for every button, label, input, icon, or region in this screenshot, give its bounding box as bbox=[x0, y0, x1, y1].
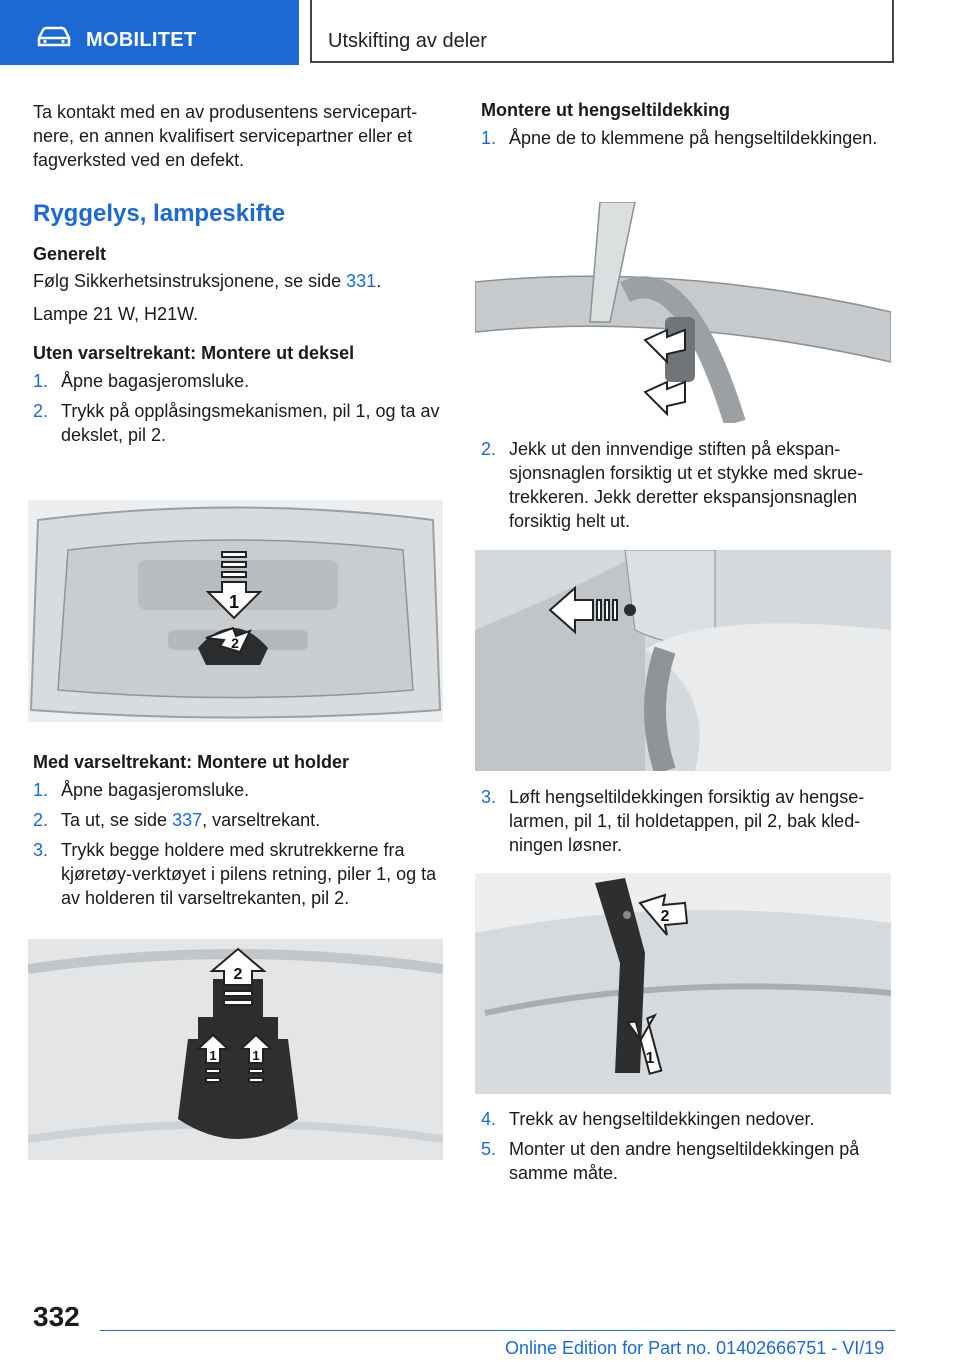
step-text: Åpne de to klemmene på hengseltildekkingen. bbox=[509, 128, 878, 148]
step-text: Åpne bagasjeromsluke. bbox=[61, 371, 250, 391]
step-text: , varseltrekant. bbox=[202, 810, 321, 830]
list-item bbox=[33, 778, 443, 802]
list-item bbox=[481, 1137, 891, 1185]
list-item bbox=[33, 399, 443, 447]
step-text: Trekk av hengseltildekkingen nedover. bbox=[509, 1109, 815, 1129]
figure-triangle-holder bbox=[28, 939, 443, 1160]
general-heading: Generelt bbox=[33, 244, 107, 264]
step-number: 2. bbox=[33, 810, 49, 830]
arrow-label-2: 2 bbox=[233, 966, 243, 983]
step-text: Trykk på opplåsingsmekanismen, pil 1, og ta av dekslet, pil 2. bbox=[61, 401, 440, 445]
page-link-337[interactable]: 337 bbox=[172, 810, 203, 830]
edition-text: Online Edition for Part no. 01402666751 - VI/19 bbox=[505, 1338, 885, 1358]
intro-paragraph: Ta kontakt med en av produsentens servicepartnere, en annen kvalifisert servicepartner eller et fagverksted ved en defekt. bbox=[33, 102, 418, 170]
safety-text: Følg Sikkerhetsinstruksjonene, se side bbox=[33, 271, 347, 291]
left-column-lower bbox=[33, 752, 443, 910]
step-number: 3. bbox=[481, 787, 497, 807]
section-heading: Ryggelys, lampeskifte bbox=[33, 200, 286, 227]
footer-divider bbox=[100, 1330, 895, 1331]
step-number: 1. bbox=[33, 371, 49, 391]
step-text: Løft hengseltildekkingen forsiktig av hengselarmen, pil 1, til holdetappen, pil 2, bak kledningen løsner. bbox=[509, 787, 865, 855]
section-title: MOBILITET bbox=[86, 29, 197, 51]
with-triangle-heading: Med varseltrekant: Montere ut holder bbox=[33, 752, 350, 772]
safety-suffix: . bbox=[376, 271, 382, 291]
arrow-label-1: 1 bbox=[228, 592, 240, 612]
step-text: Ta ut, se side bbox=[61, 810, 173, 830]
page-link-331[interactable]: 331 bbox=[346, 271, 377, 291]
lamp-spec: Lampe 21 W, H21W. bbox=[33, 304, 199, 324]
list-item bbox=[33, 808, 443, 832]
chapter-header bbox=[310, 0, 894, 63]
arrow-label-2: 2 bbox=[231, 635, 239, 651]
step-number: 2. bbox=[481, 439, 497, 459]
page-number: 332 bbox=[33, 1301, 80, 1332]
list-item bbox=[33, 838, 443, 910]
car-icon bbox=[36, 26, 72, 48]
left-column bbox=[33, 100, 443, 447]
arrow-label-1: 1 bbox=[209, 1048, 217, 1063]
step-number: 4. bbox=[481, 1109, 497, 1129]
right-column-step2 bbox=[481, 437, 891, 533]
right-column-step3 bbox=[481, 785, 891, 857]
right-column bbox=[481, 100, 891, 150]
arrow-label-2: 2 bbox=[660, 908, 670, 925]
safety-reference bbox=[33, 269, 443, 293]
section-tab[interactable] bbox=[0, 0, 299, 65]
list-item bbox=[33, 369, 443, 393]
without-triangle-heading: Uten varseltrekant: Montere ut deksel bbox=[33, 343, 355, 363]
step-number: 1. bbox=[481, 128, 497, 148]
figure-hinge-cover-lift bbox=[475, 873, 891, 1094]
figure-expansion-rivet bbox=[475, 550, 891, 771]
arrow-label-1: 1 bbox=[645, 1050, 655, 1067]
step-number: 2. bbox=[33, 401, 49, 421]
chapter-title: Utskifting av deler bbox=[328, 30, 487, 52]
figure-hinge-clips bbox=[475, 202, 891, 423]
arrow-label-1: 1 bbox=[252, 1048, 260, 1063]
step-text: Monter ut den andre hengseltildekkingen på samme måte. bbox=[509, 1139, 860, 1183]
step-number: 1. bbox=[33, 780, 49, 800]
list-item bbox=[481, 785, 891, 857]
right-column-steps45 bbox=[481, 1107, 891, 1185]
step-number: 3. bbox=[33, 840, 49, 860]
hinge-cover-heading: Montere ut hengseltildekking bbox=[481, 100, 731, 120]
list-item bbox=[481, 126, 891, 150]
list-item bbox=[481, 437, 891, 533]
step-text: Åpne bagasjeromsluke. bbox=[61, 780, 250, 800]
step-number: 5. bbox=[481, 1139, 497, 1159]
step-text: Jekk ut den innvendige stiften på ekspansjonsnaglen forsiktig ut et stykke med skruetrekkeren. Jekk deretter ekspansjonsnaglen forsiktig helt ut. bbox=[509, 439, 864, 531]
figure-trunk-lid-cover bbox=[28, 500, 443, 722]
list-item bbox=[481, 1107, 891, 1131]
step-text: Trykk begge holdere med skrutrekkerne fra kjøretøy-verktøyet i pilens retning, piler 1, og ta av holderen til varseltrekanten, pil 2. bbox=[61, 840, 437, 908]
